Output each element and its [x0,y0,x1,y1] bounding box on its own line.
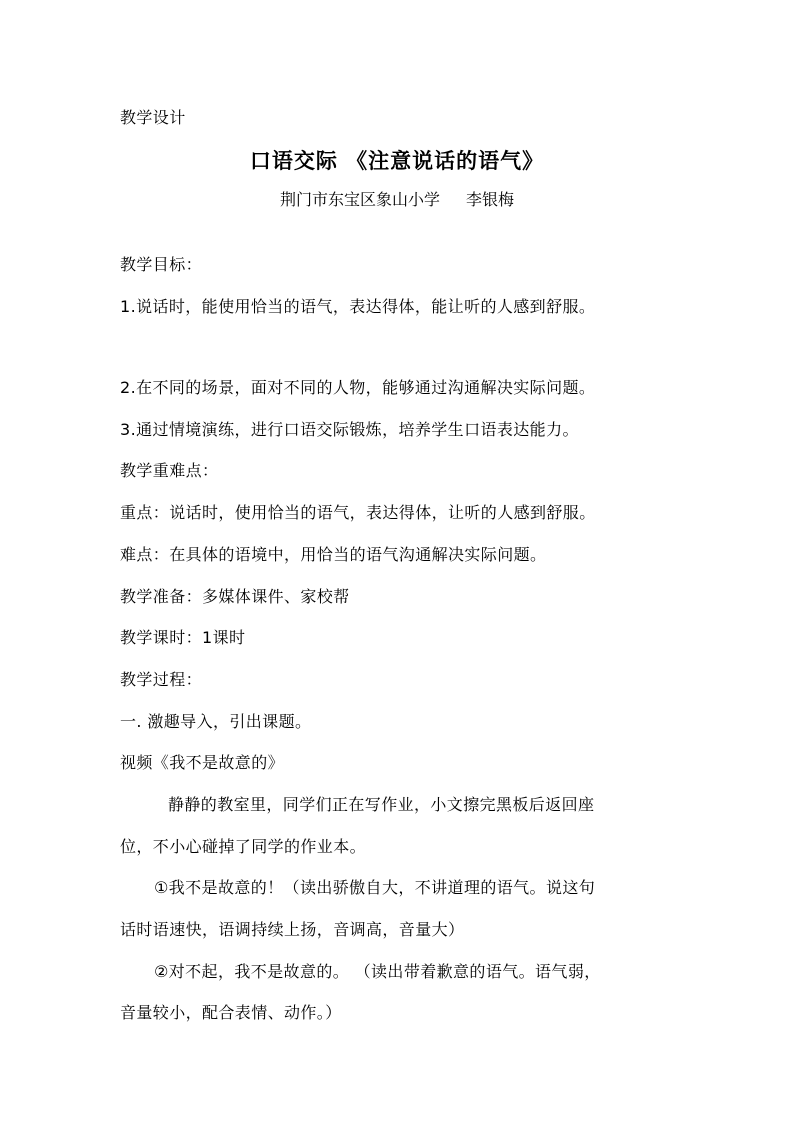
difficult-point: 难点：在具体的语境中，用恰当的语气沟通解决实际问题。 [120,545,547,564]
objective-item: 3.通过情境演练，进行口语交际锻炼，培养学生口语表达能力。 [120,420,579,439]
scene-paragraph-line: 静静的教室里，同学们正在写作业，小文擦完黑板后返回座 [168,795,595,814]
author-name: 李银梅 [466,190,515,209]
key-point: 重点：说话时，使用恰当的语气，表达得体，让听的人感到舒服。 [120,503,596,522]
page-title: 口语交际 《注意说话的语气》 [249,149,545,173]
objective-item: 2.在不同的场景，面对不同的人物，能够通过沟通解决实际问题。 [120,378,596,397]
author-line [0,190,794,210]
process-heading: 教学过程： [120,670,203,689]
objective-item: 1.说话时，能使用恰当的语气，表达得体，能让听的人感到舒服。 [120,297,596,316]
option-1-line: ①我不是故意的！（读出骄傲自大，不讲道理的语气。说这句 [154,878,596,897]
duration-line: 教学课时：1课时 [120,628,246,647]
option-2-line: ②对不起，我不是故意的。 （读出带着歉意的语气。语气弱， [154,962,601,981]
objectives-heading: 教学目标： [120,255,203,274]
key-points-heading: 教学重难点： [120,461,219,480]
option-2-line: 音量较小，配合表情、动作。） [120,1003,342,1022]
process-step-1: 一. 激趣导入，引出课题。 [120,712,312,731]
author-school: 荆门市东宝区象山小学 [279,190,440,209]
header-label: 教学设计 [120,108,186,127]
scene-paragraph-line: 位，不小心碰掉了同学的作业本。 [120,837,367,856]
video-title: 视频《我不是故意的》 [120,753,285,772]
option-1-line: 话时语速快，语调持续上扬，音调高，音量大） [120,920,465,939]
preparation-line: 教学准备：多媒体课件、家校帮 [120,587,350,606]
